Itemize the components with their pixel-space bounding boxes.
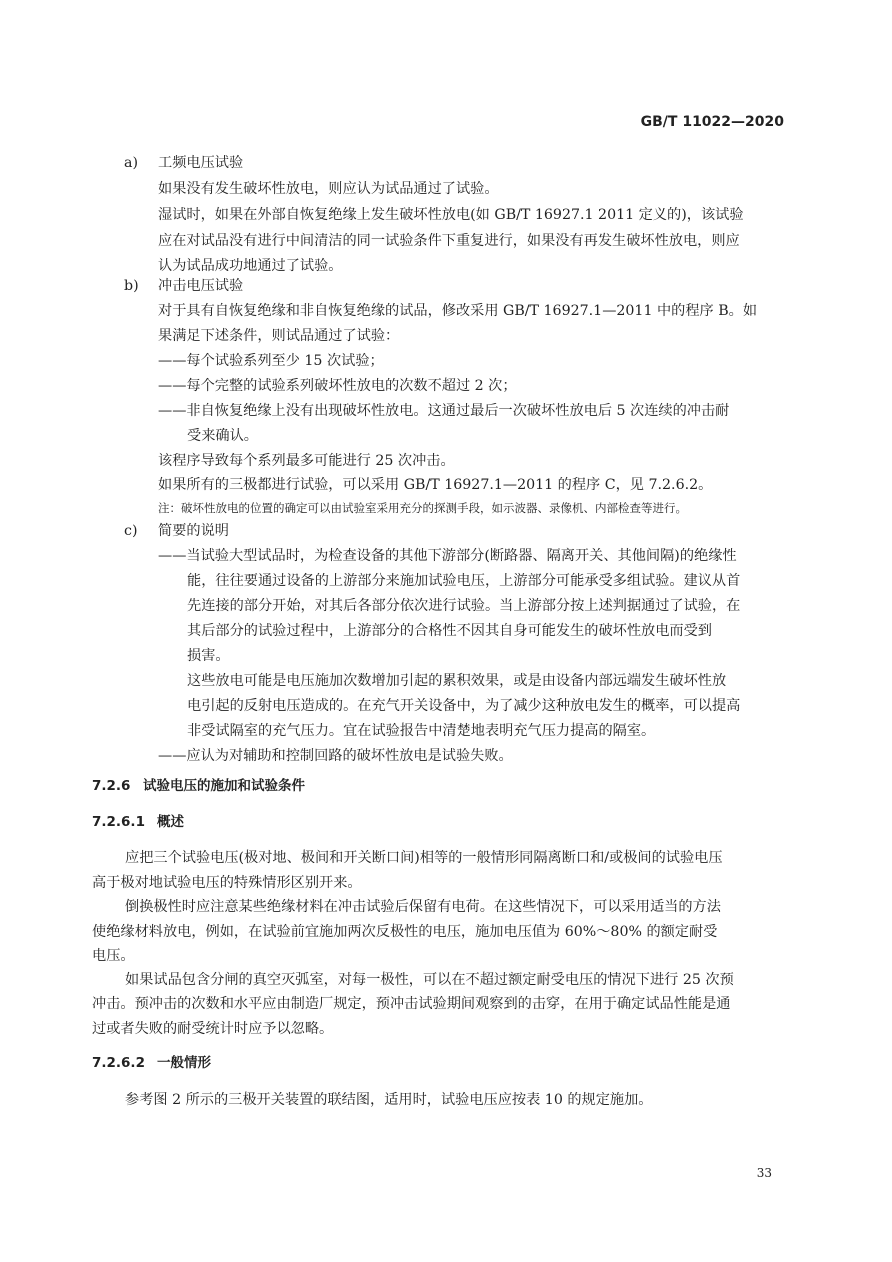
paragraph-line: 倒换极性时应注意某些绝缘材料在冲击试验后保留有电荷。在这些情况下，可以采用适当的方法 [125, 899, 721, 915]
item-c-cont-line: 非受试隔室的充气压力。宜在试验报告中清楚地表明充气压力提高的隔室。 [187, 723, 656, 739]
item-c-cont-line: 这些放电可能是电压施加次数增加引起的累积效果，或是由设备内部远端发生破坏性放 [187, 673, 727, 689]
paragraph-line: 如果试品包含分闸的真空灭弧室，对每一极性，可以在不超过额定耐受电压的情况下进行 25 次预 [125, 972, 734, 988]
document-header-standard-number: GB/T 11022—2020 [640, 114, 784, 130]
item-a-title: 工频电压试验 [158, 155, 244, 171]
section-7-2-6-2-title: 一般情形 [157, 1055, 211, 1071]
item-c-dash2: ——应认为对辅助和控制回路的破坏性放电是试验失败。 [158, 748, 513, 764]
list-marker-b: b) [124, 278, 139, 294]
item-b-line: 果满足下述条件，则试品通过了试验： [158, 328, 400, 344]
section-7-2-6-2-number: 7.2.6.2 [92, 1055, 145, 1071]
item-c-cont-line: 电引起的反射电压造成的。在充气开关设备中，为了减少这种放电发生的概率，可以提高 [187, 698, 741, 714]
item-b-dash-item: ——非自恢复绝缘上没有出现破坏性放电。这通过最后一次破坏性放电后 5 次连续的冲击耐 [158, 403, 730, 419]
item-a-line: 如果没有发生破坏性放电，则应认为试品通过了试验。 [158, 181, 499, 197]
item-b-dash-item-cont: 受来确认。 [187, 428, 258, 444]
list-marker-c: c) [124, 523, 138, 539]
paragraph-line: 过或者失败的耐受统计时应予以忽略。 [92, 1021, 334, 1037]
paragraph-line: 电压。 [92, 948, 135, 964]
paragraph-line: 参考图 2 所示的三极开关装置的联结图，适用时，试验电压应按表 10 的规定施加。 [125, 1092, 653, 1108]
item-c-title: 简要的说明 [158, 523, 229, 539]
list-marker-a: a) [124, 155, 138, 171]
item-c-dash-line: 先连接的部分开始，对其后各部分依次进行试验。当上游部分按上述判据通过了试验，在 [187, 598, 741, 614]
item-a-line: 认为试品成功地通过了试验。 [158, 258, 343, 274]
item-a-line: 湿试时，如果在外部自恢复绝缘上发生破坏性放电(如 GB/T 16927.1 2011 定义的)，该试验 [158, 207, 744, 223]
page-number: 33 [756, 1166, 772, 1180]
section-7-2-6-1-number: 7.2.6.1 [92, 814, 145, 830]
item-b-dash-item: ——每个完整的试验系列破坏性放电的次数不超过 2 次； [158, 378, 517, 394]
item-c-dash-line: ——当试验大型试品时，为检查设备的其他下游部分(断路器、隔离开关、其他间隔)的绝缘性 [158, 548, 737, 564]
paragraph-line: 应把三个试验电压(极对地、极间和开关断口间)相等的一般情形同隔离断口和/或极间的试验电压 [125, 850, 723, 866]
item-b-after-line: 该程序导致每个系列最多可能进行 25 次冲击。 [158, 453, 455, 469]
section-7-2-6-1-title: 概述 [157, 814, 184, 830]
paragraph-line: 使绝缘材料放电，例如，在试验前宜施加两次反极性的电压，施加电压值为 60%～80% 的额定耐受 [92, 924, 718, 940]
section-7-2-6-number: 7.2.6 [92, 778, 131, 794]
paragraph-line: 冲击。预冲击的次数和水平应由制造厂规定，预冲击试验期间观察到的击穿，在用于确定试品性能是通 [92, 996, 731, 1012]
item-c-dash-line: 能，往往要通过设备的上游部分来施加试验电压，上游部分可能承受多组试验。建议从首 [187, 573, 741, 589]
item-b-after-line: 如果所有的三极都进行试验，可以采用 GB/T 16927.1—2011 的程序 C，见 7.2.6.2。 [158, 477, 713, 493]
item-c-dash-line: 其后部分的试验过程中，上游部分的合格性不因其自身可能发生的破坏性放电而受到 [187, 623, 712, 639]
section-7-2-6-title: 试验电压的施加和试验条件 [143, 778, 305, 794]
item-b-line: 对于具有自恢复绝缘和非自恢复绝缘的试品，修改采用 GB/T 16927.1—2011 中的程序 B。如 [158, 303, 758, 319]
item-c-dash-line: 损害。 [187, 648, 230, 664]
paragraph-line: 高于极对地试验电压的特殊情形区别开来。 [92, 875, 362, 891]
item-b-dash-item: ——每个试验系列至少 15 次试验； [158, 353, 384, 369]
item-a-line: 应在对试品没有进行中间清洁的同一试验条件下重复进行，如果没有再发生破坏性放电，则应 [158, 233, 740, 249]
item-b-title: 冲击电压试验 [158, 278, 244, 294]
item-b-note: 注：破坏性放电的位置的确定可以由试验室采用充分的探测手段，如示波器、录像机、内部检查等进行。 [158, 501, 687, 515]
